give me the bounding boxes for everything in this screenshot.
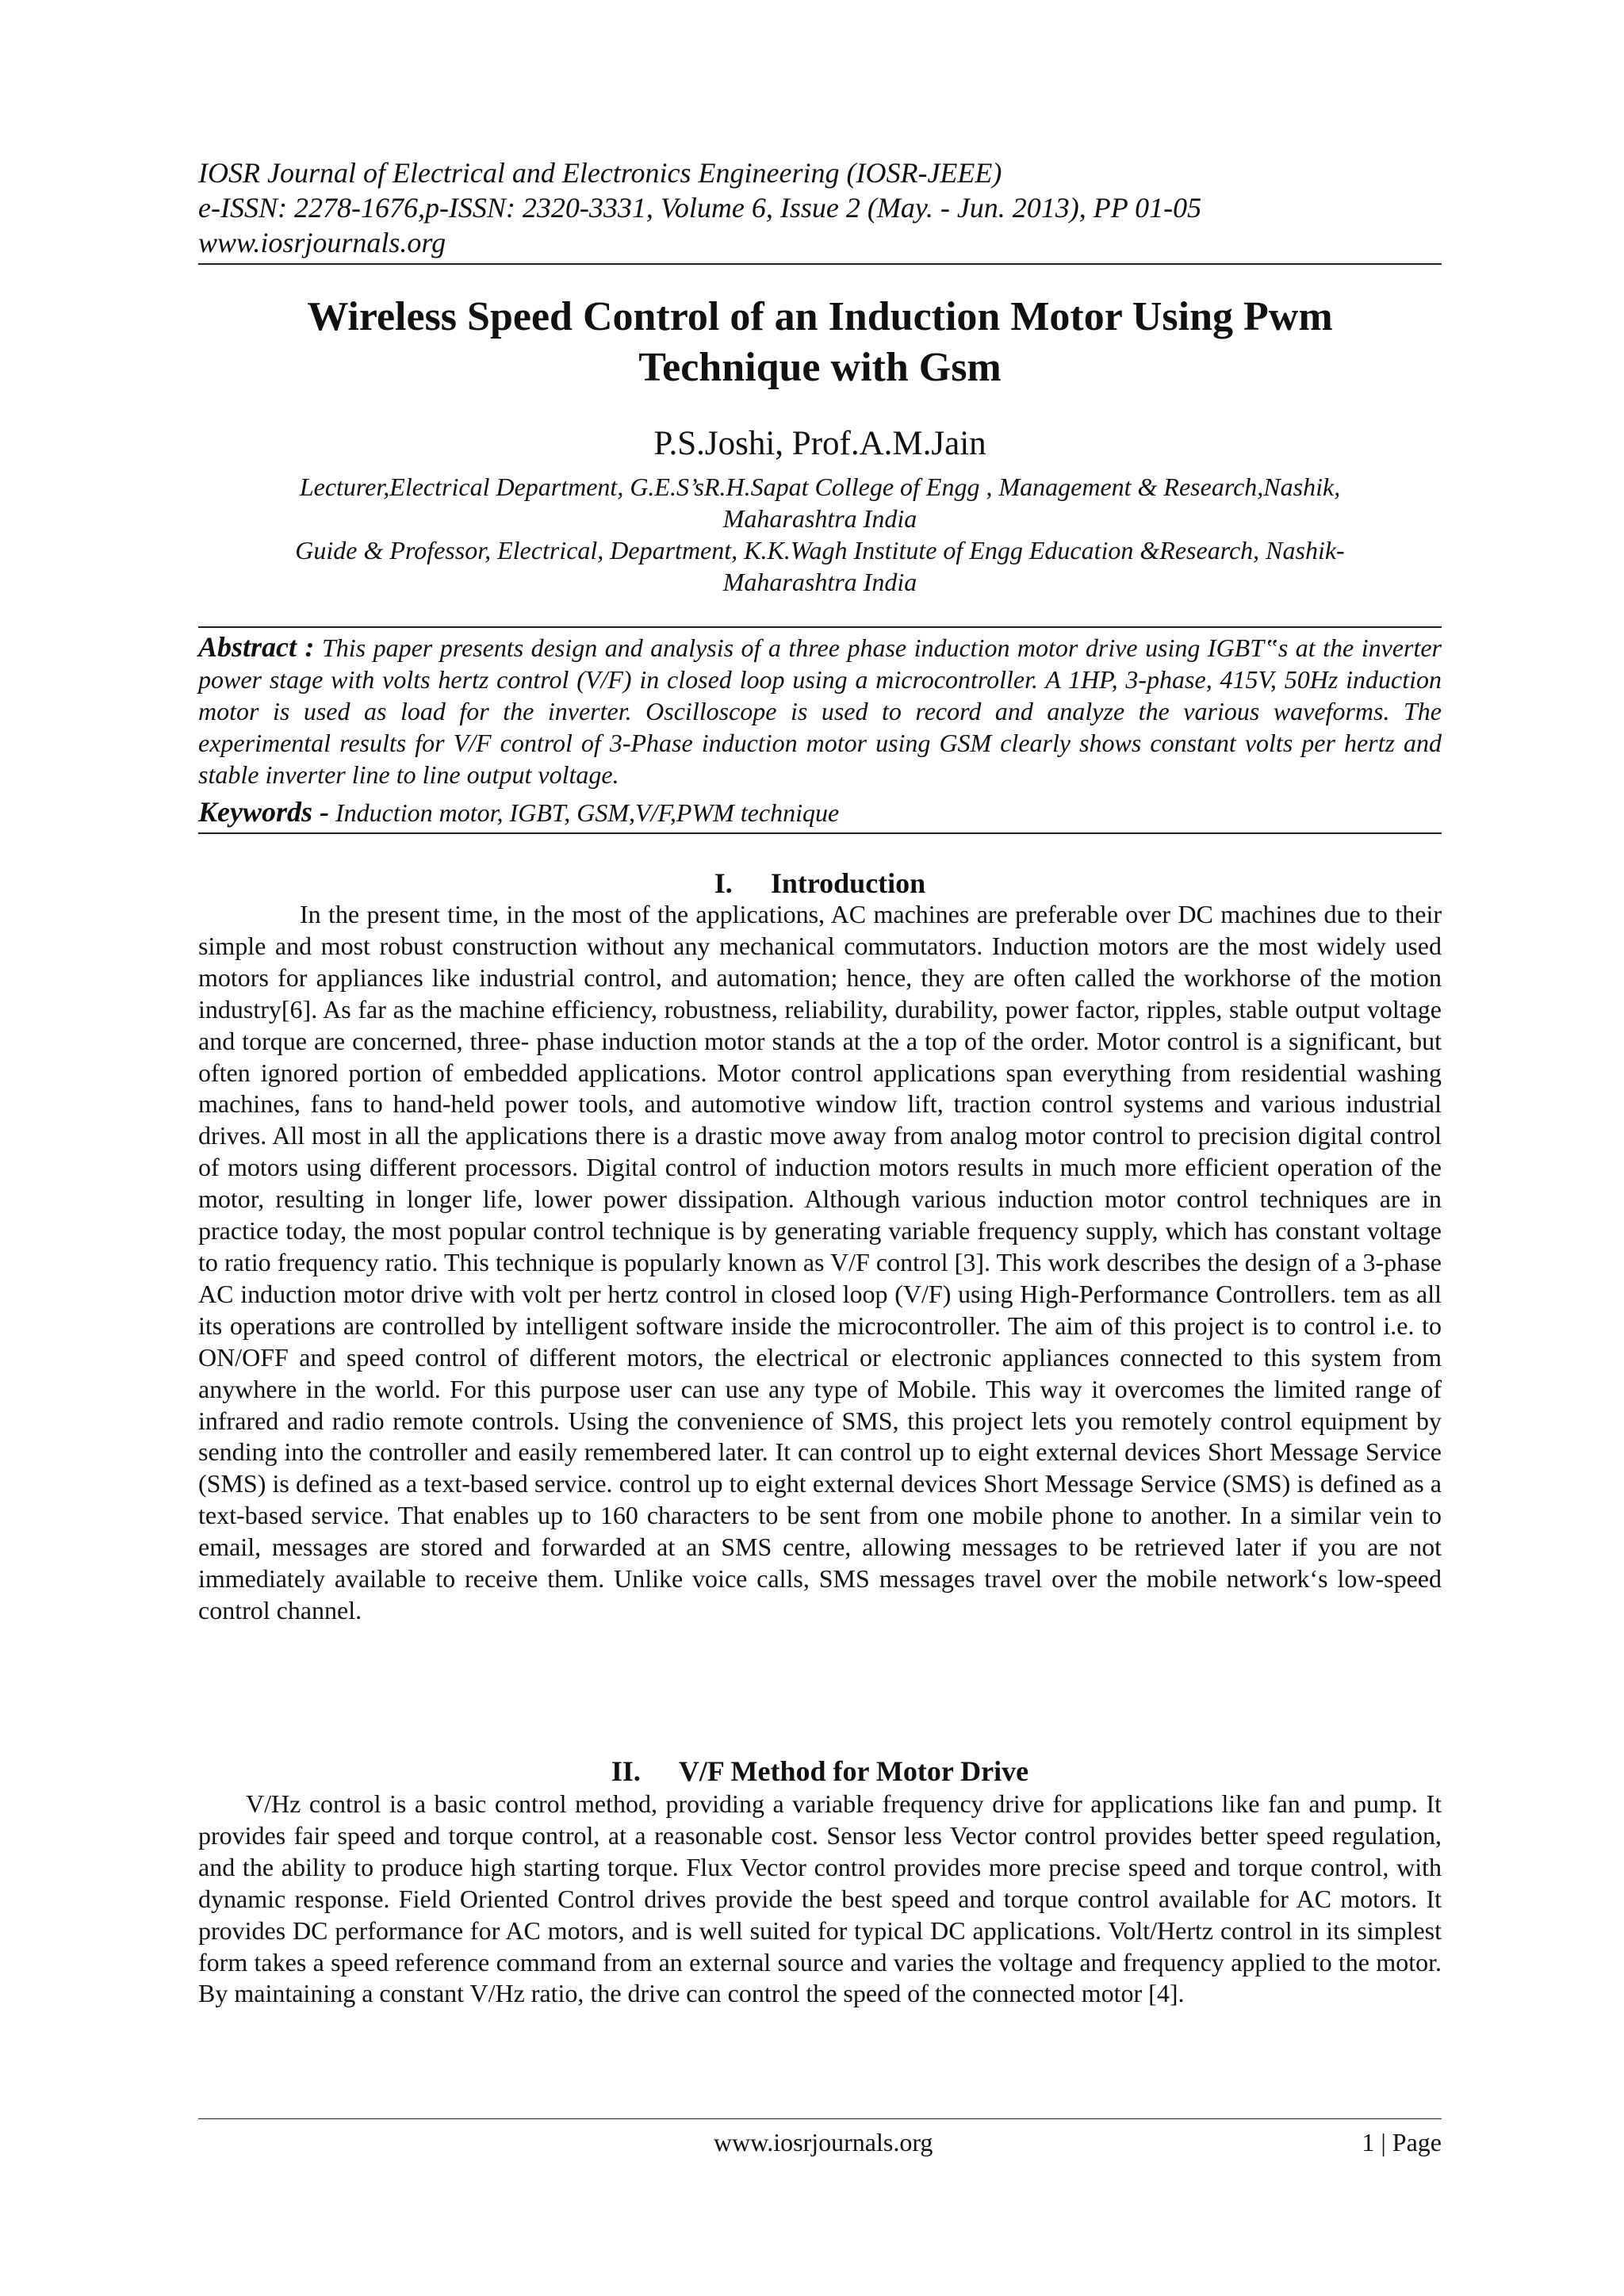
footer-rule	[198, 2118, 1442, 2119]
paper-page	[198, 0, 1442, 2296]
authors: P.S.Joshi, Prof.A.M.Jain	[653, 425, 986, 462]
affiliation-line: Maharashtra India	[722, 504, 917, 533]
affiliation-line: Lecturer,Electrical Department, G.E.S’sR.H.Sapat College of Engg , Management & Research,Nashik,	[299, 473, 1341, 501]
paragraph: In the present time, in the most of the applications, AC machines are preferable over DC machines due to their simple and most robust construction without any mechanical commutators. Induction motors are the most widely used motors for appliances like industrial control, and automation; hence, they are often called the workhorse of the motion industry[6]. As far as the machine efficiency, robustness, reliability, durability, power factor, ripples, stable output voltage and torque are concerned, three- phase induction motor stands at the a top of the order. Motor control is a significant, but often ignored portion of embedded applications. Motor control applications span everything from residential washing machines, fans to hand-held power tools, and automotive window lift, traction control systems and various industrial drives. All most in all the applications there is a drastic move away from analog motor control to precision digital control of motors using different processors. Digital control of induction motors results in much more efficient operation of the motor, resulting in longer life, lower power dissipation. Although various induction motor control techniques are in practice today, the most popular control technique is by generating variable frequency supply, which has constant voltage to ratio frequency ratio. This technique is popularly known as V/F control [3]. This work describes the design of a 3-phase AC induction motor drive with volt per hertz control in closed loop (V/F) using High-Performance Controllers. tem as all its operations are controlled by intelligent software inside the microcontroller. The aim of this project is to control i.e. to ON/OFF and speed control of different motors, the electrical or electronic appliances connected to this system from anywhere in the world. For this purpose user can use any type of Mobile. This way it overcomes the limited range of infrared and radio remote controls. Using the convenience of SMS, this project lets you remotely control equipment by sending into the controller and easily remembered later. It can control up to eight external devices Short Message Service (SMS) is defined as a text-based service. control up to eight external devices Short Message Service (SMS) is defined as a text-based service. That enables up to 160 characters to be sent from one mobile phone to another. In a similar vein to email, messages are stored and forwarded at an SMS centre, allowing messages to be retrieved later if you are not immediately available to receive them. Unlike voice calls, SMS messages travel over the mobile network‘s low-speed control channel.	[198, 900, 1442, 1624]
footer-website: www.iosrjournals.org	[714, 2128, 933, 2156]
vf-method-body	[198, 1789, 1442, 2010]
abstract-label: Abstract :	[198, 631, 315, 663]
journal-website: www.iosrjournals.org	[198, 227, 446, 258]
title-line-2: Technique with Gsm	[638, 345, 1002, 390]
title-line-1: Wireless Speed Control of an Induction Motor Using Pwm	[307, 294, 1333, 339]
journal-header	[198, 155, 1442, 260]
abstract	[198, 631, 1442, 790]
keywords-label: Keywords -	[198, 796, 329, 828]
keywords	[198, 796, 1442, 828]
affiliations	[198, 471, 1442, 598]
abstract-bottom-rule	[198, 832, 1442, 834]
issn-line: e-ISSN: 2278-1676,p-ISSN: 2320-3331, Volume 6, Issue 2 (May. - Jun. 2013), PP 01-05	[198, 192, 1202, 224]
keywords-text: Induction motor, IGBT, GSM,V/F,PWM technique	[335, 798, 840, 827]
section-heading-vf-method	[198, 1754, 1442, 1789]
introduction-body	[198, 899, 1442, 1627]
abstract-top-rule	[198, 626, 1442, 628]
abstract-text: This paper presents design and analysis of a three phase induction motor drive using IGBT‟s at the inverter power stage with volts hertz control (V/F) in closed loop using a microcontroller. A 1HP, 3-phase, 415V, 50Hz induction motor is used as load for the inverter. Oscilloscope is used to record and analyze the various waveforms. The experimental results for V/F control of 3-Phase induction motor using GSM clearly shows constant volts per hertz and stable inverter line to line output voltage.	[198, 633, 1442, 789]
header-rule	[198, 263, 1442, 265]
section-number: I.	[714, 867, 733, 899]
page-number: 1 | Page	[1362, 2128, 1442, 2156]
paper-title	[198, 292, 1442, 393]
paragraph: V/Hz control is a basic control method, providing a variable frequency drive for applications like fan and pump. It provides fair speed and torque control, at a reasonable cost. Sensor less Vector control provides better speed regulation, and the ability to produce high starting torque. Flux Vector control provides more precise speed and torque control, with dynamic response. Field Oriented Control drives provide the best speed and torque control available for AC motors. It provides DC performance for AC motors, and is well suited for typical DC applications. Volt/Hertz control in its simplest form takes a speed reference command from an external source and varies the voltage and frequency applied to the motor. By maintaining a constant V/Hz ratio, the drive can control the speed of the connected motor [4].	[198, 1789, 1442, 2008]
section-title: Introduction	[770, 867, 926, 899]
section-number: II.	[611, 1755, 641, 1787]
affiliation-line: Guide & Professor, Electrical, Department, K.K.Wagh Institute of Engg Education &Research, Nashik-	[295, 536, 1345, 564]
section-heading-introduction	[198, 866, 1442, 901]
affiliation-line: Maharashtra India	[722, 568, 917, 596]
section-title: V/F Method for Motor Drive	[678, 1755, 1029, 1787]
journal-name: IOSR Journal of Electrical and Electronics Engineering (IOSR-JEEE)	[198, 157, 1002, 189]
